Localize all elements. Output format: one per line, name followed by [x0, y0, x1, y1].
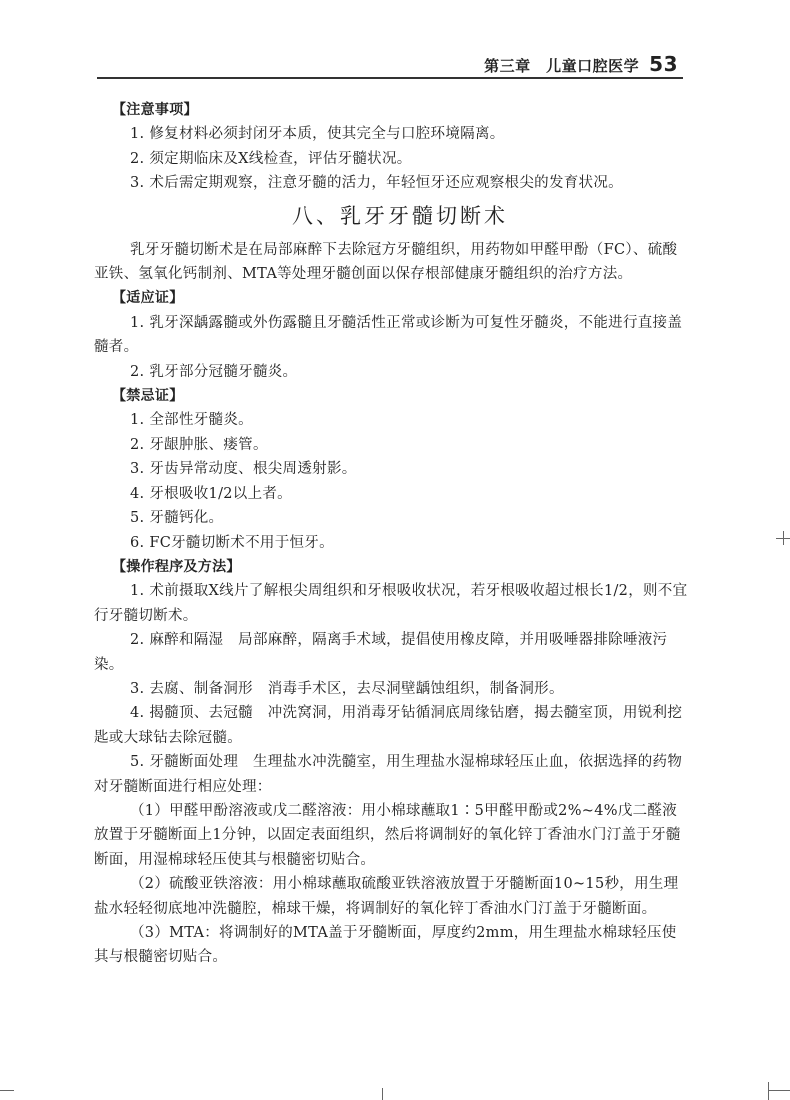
page-body — [94, 98, 688, 970]
contraindication-item: 5. 牙髓钙化。 — [130, 510, 224, 527]
notes-item: 1. 修复材料必须封闭牙本质，使其完全与口腔环境隔离。 — [130, 126, 505, 143]
crop-mark — [768, 1090, 790, 1091]
crop-mark — [382, 1088, 383, 1100]
crop-mark — [768, 1082, 769, 1100]
procedure-item: 5. 牙髓断面处理 生理盐水冲洗髓室，用生理盐水湿棉球轻压止血，依据选择的药物对牙髓断面进行相应处理： — [94, 754, 683, 795]
indications-heading: 【适应证】 — [112, 290, 184, 307]
procedure-item: 2. 麻醉和隔湿 局部麻醉，隔离手术域，提倡使用橡皮障，并用吸唾器排除唾液污染。 — [94, 632, 668, 673]
crop-mark — [783, 531, 784, 545]
procedure-item: （2）硫酸亚铁溶液：用小棉球蘸取硫酸亚铁溶液放置于牙髓断面10~15秒，用生理盐水轻轻彻底地冲洗髓腔，棉球干燥，将调制好的氧化锌丁香油水门汀盖于牙髓断面。 — [94, 876, 679, 917]
crop-mark — [0, 1090, 14, 1091]
section-intro: 乳牙牙髓切断术是在局部麻醉下去除冠方牙髓组织，用药物如甲醛甲酚（FC）、硫酸亚铁、氢氧化钙制剂、MTA等处理牙髓创面以保存根部健康牙髓组织的治疗方法。 — [94, 241, 678, 283]
running-header — [97, 50, 683, 74]
indication-item: 2. 乳牙部分冠髓牙髓炎。 — [130, 363, 298, 380]
contraindication-item: 6. FC牙髓切断术不用于恒牙。 — [130, 534, 334, 551]
notes-heading: 【注意事项】 — [112, 102, 198, 118]
procedure-item: （3）MTA：将调制好的MTA盖于牙髓断面，厚度约2mm，用生理盐水棉球轻压使其与根髓密切贴合。 — [94, 925, 677, 966]
procedure-heading: 【操作程序及方法】 — [112, 558, 241, 575]
procedure-item: 3. 去腐、制备洞形 消毒手术区，去尽洞壁龋蚀组织，制备洞形。 — [130, 680, 564, 697]
procedure-item: （1）甲醛甲酚溶液或戊二醛溶液：用小棉球蘸取1∶5甲醛甲酚或2%~4%戊二醛液放置于牙髓断面上1分钟，以固定表面组织，然后将调制好的氧化锌丁香油水门汀盖于牙髓断面，用湿棉球轻压使其与根髓密切贴合。 — [94, 802, 681, 868]
chapter-title: 第三章 儿童口腔医学 — [484, 57, 640, 75]
section-title: 八、乳牙牙髓切断术 — [292, 203, 508, 228]
page-number: 53 — [649, 52, 678, 76]
indication-item: 1. 乳牙深龋露髓或外伤露髓且牙髓活性正常或诊断为可复性牙髓炎，不能进行直接盖髓者。 — [94, 314, 683, 356]
contraindication-item: 2. 牙龈肿胀、瘘管。 — [130, 436, 268, 453]
contraindication-item: 3. 牙齿异常动度、根尖周透射影。 — [130, 461, 357, 478]
header-rule — [97, 77, 683, 79]
header-text — [484, 52, 678, 76]
contraindications-heading: 【禁忌证】 — [112, 388, 184, 405]
contraindication-item: 1. 全部性牙髓炎。 — [130, 412, 253, 429]
procedure-item: 1. 术前摄取X线片了解根尖周组织和牙根吸收状况，若牙根吸收超过根长1/2，则不宜行牙髓切断术。 — [94, 583, 688, 624]
contraindication-item: 4. 牙根吸收1/2以上者。 — [130, 485, 292, 502]
procedure-item: 4. 揭髓顶、去冠髓 冲洗窝洞，用消毒牙钻循洞底周缘钻磨，揭去髓室顶，用锐利挖匙或大球钻去除冠髓。 — [94, 705, 683, 746]
notes-item: 3. 术后需定期观察，注意牙髓的活力，年轻恒牙还应观察根尖的发育状况。 — [130, 175, 623, 192]
notes-item: 2. 须定期临床及X线检查，评估牙髓状况。 — [130, 150, 412, 167]
